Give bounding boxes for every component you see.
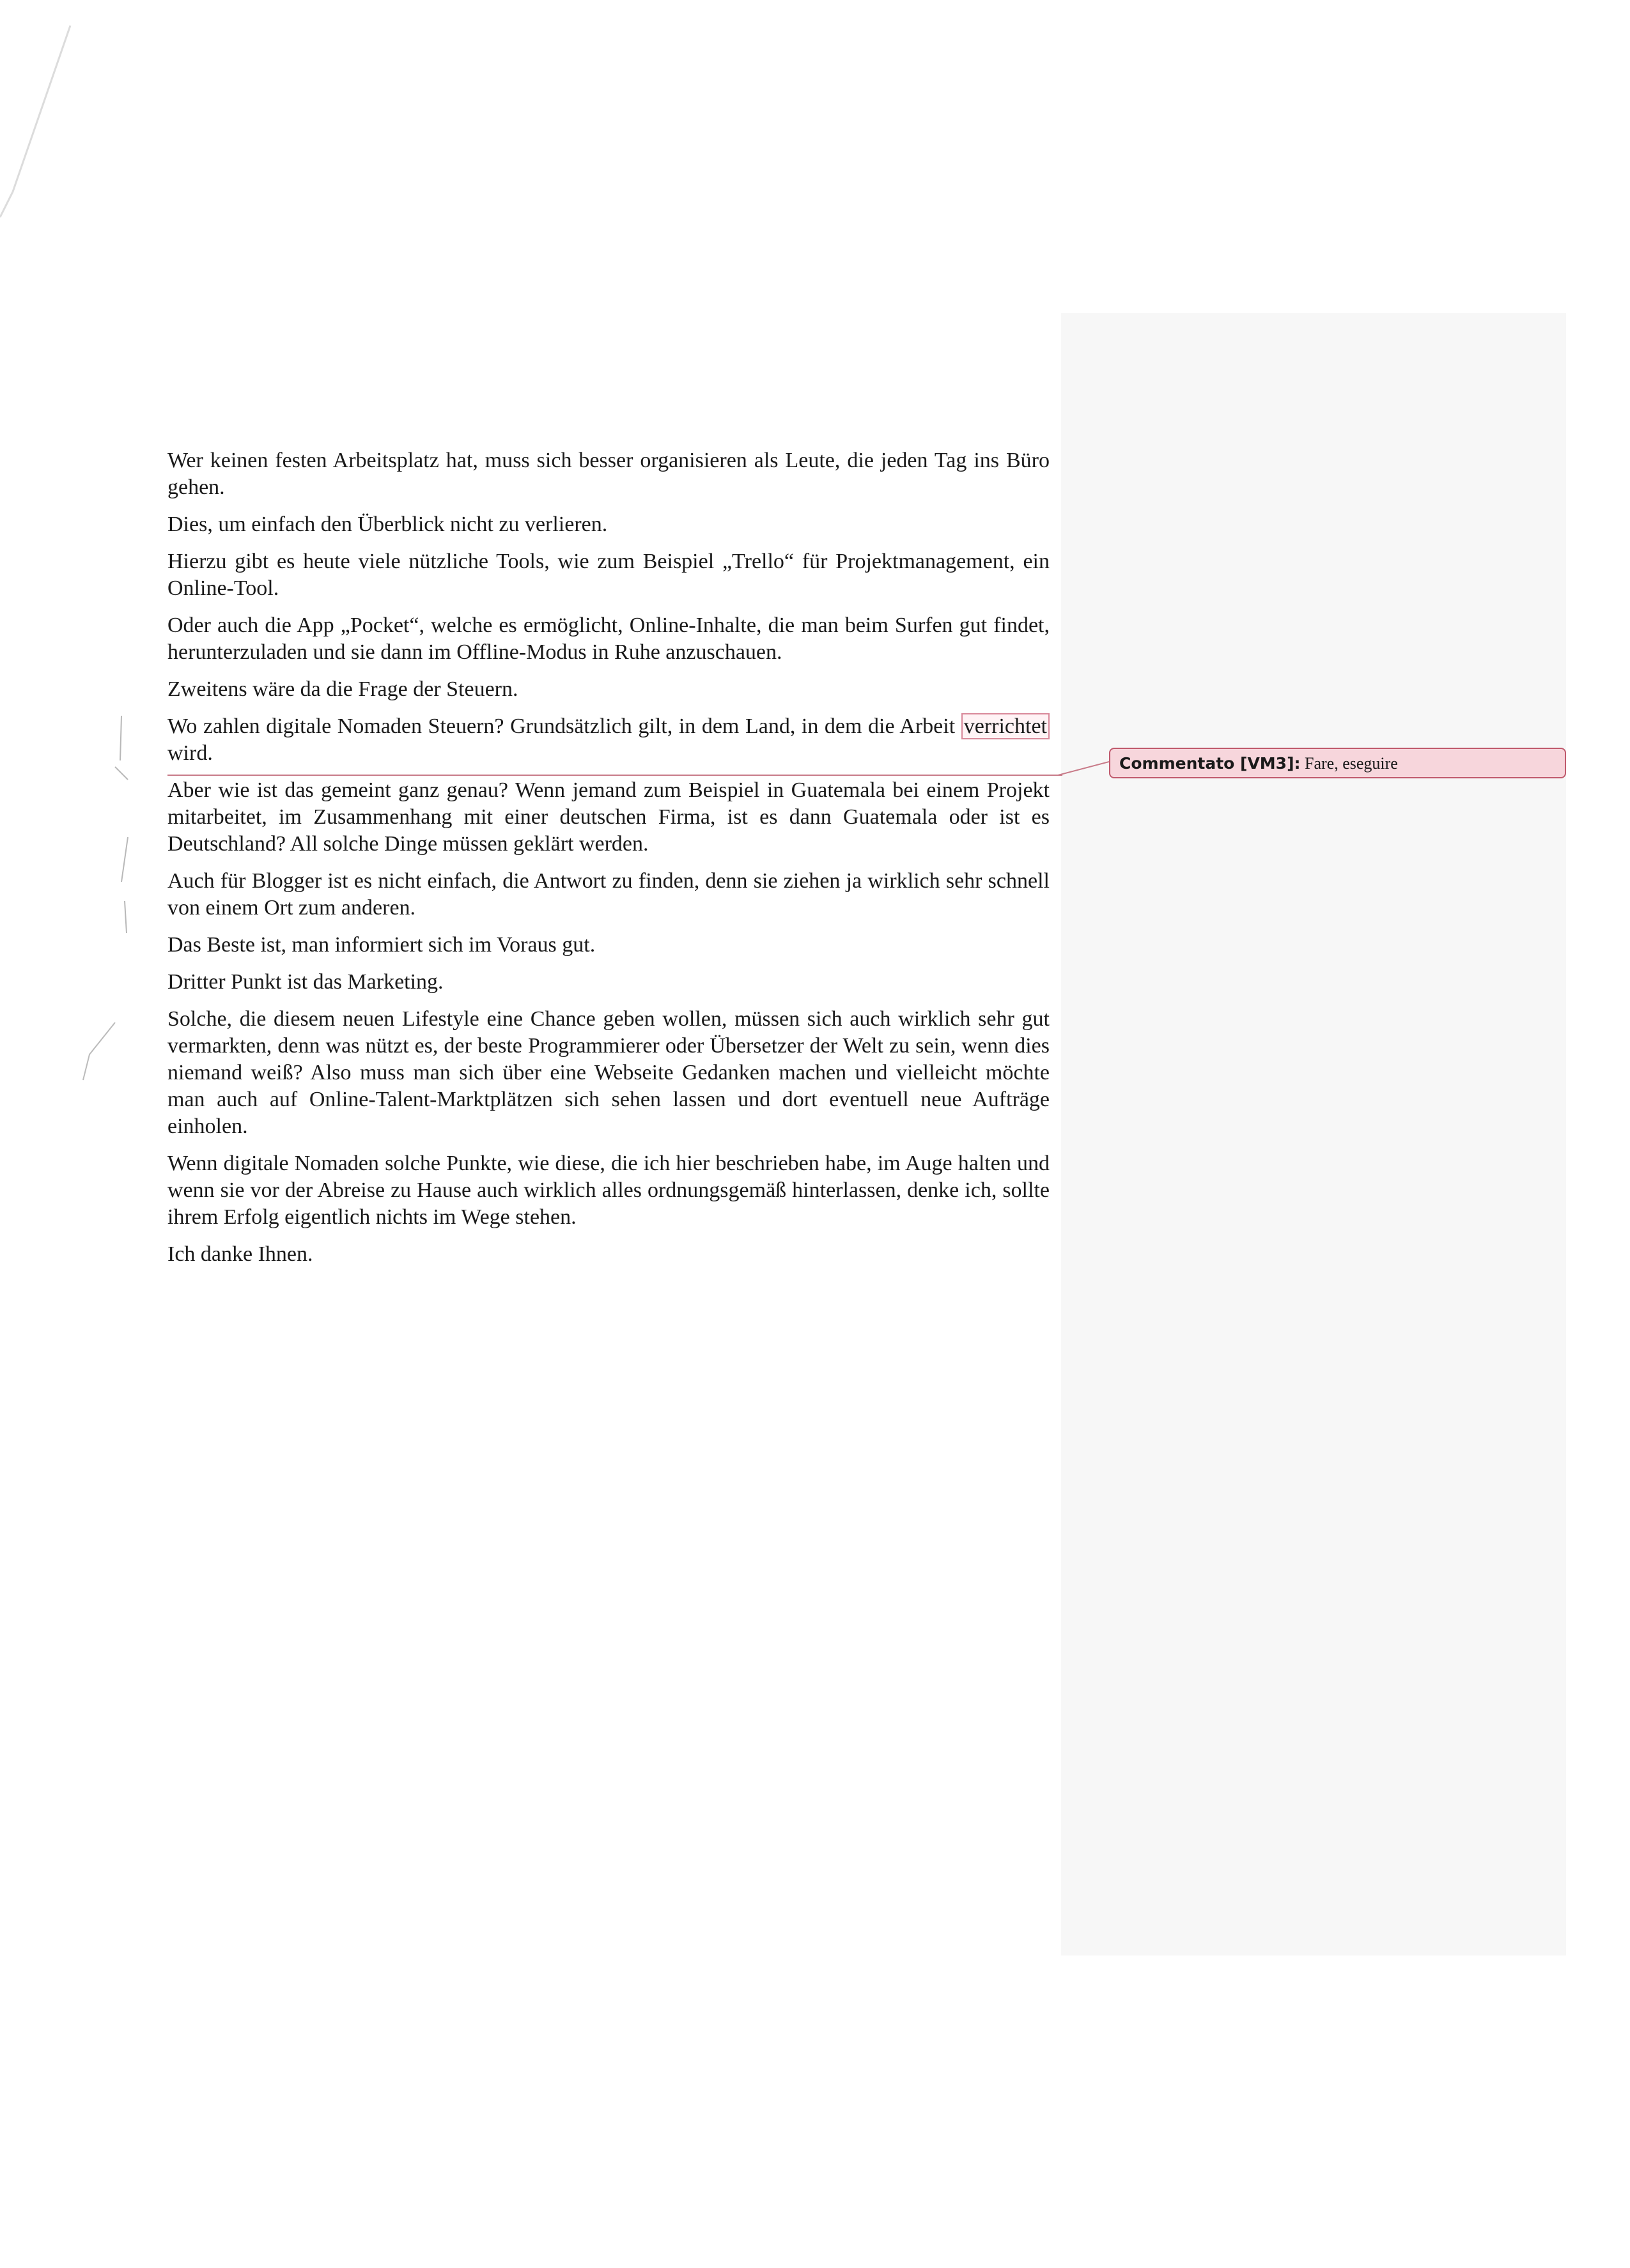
paragraph: Solche, die diesem neuen Lifestyle eine Chance geben wollen, müssen sich auch wirklich sehr gut vermarkten, denn was nützt es, der beste Programmierer oder Übersetzer der Welt zu sein, wenn dies niemand weiß? Also muss man sich über eine Webseite Gedanken machen und vielleicht möchte man auch auf Online-Talent-Marktplätzen sich sehen lassen und dort eventuell neue Aufträge einholen. [167, 1007, 1050, 1138]
paragraph: Das Beste ist, man informiert sich im Voraus gut. [167, 933, 596, 957]
paragraph: Oder auch die App „Pocket“, welche es ermöglicht, Online-Inhalte, die man beim Surfen gut findet, herunterzuladen und sie dann im Offline-Modus in Ruhe anzuschauen. [167, 613, 1050, 664]
comment-connector [1058, 748, 1109, 780]
paragraph: Ich danke Ihnen. [167, 1242, 313, 1266]
comment-text: Fare, eseguire [1305, 754, 1398, 773]
document-body [167, 447, 1050, 1278]
comment-label: Commentato [VM3]: [1119, 754, 1301, 773]
comment-margin-pane [1061, 313, 1566, 1956]
paragraph: Aber wie ist das gemeint ganz genau? Wenn jemand zum Beispiel in Guatemala bei einem Projekt mitarbeitet, im Zusammenhang mit einer deutschen Firma, ist es dann Guatemala oder ist es Deutschland? All solche Dinge müssen geklärt werden. [167, 778, 1050, 856]
comment-highlight-word[interactable]: verrichtet [961, 713, 1050, 739]
scan-edge-mark [0, 0, 77, 243]
paragraph: Hierzu gibt es heute viele nützliche Tools, wie zum Beispiel „Trello“ für Projektmanagement, ein Online-Tool. [167, 550, 1050, 600]
paragraph: Wenn digitale Nomaden solche Punkte, wie diese, die ich hier beschrieben habe, im Auge halten und wenn sie vor der Abreise zu Hause auch wirklich alles ordnungsgemäß hinterlassen, denke ich, sollte ihrem Erfolg eigentlich nichts im Wege stehen. [167, 1152, 1050, 1229]
paragraph: Dritter Punkt ist das Marketing. [167, 970, 444, 994]
pencil-mark [77, 1010, 128, 1086]
pencil-mark [102, 690, 153, 959]
paragraph: Dies, um einfach den Überblick nicht zu verlieren. [167, 513, 608, 536]
paragraph-tax [167, 713, 1050, 767]
tax-text-after: wird. [167, 741, 213, 765]
paragraph: Wer keinen festen Arbeitsplatz hat, muss sich besser organisieren als Leute, die jeden Tag ins Büro gehen. [167, 449, 1050, 499]
paragraph: Zweitens wäre da die Frage der Steuern. [167, 677, 518, 701]
comment-anchor-line [167, 775, 1062, 776]
tax-text-before: Wo zahlen digitale Nomaden Steuern? Grundsätzlich gilt, in dem Land, in dem die Arbeit [167, 714, 961, 738]
comment-balloon[interactable] [1109, 748, 1566, 778]
paragraph: Auch für Blogger ist es nicht einfach, die Antwort zu finden, denn sie ziehen ja wirklich sehr schnell von einem Ort zum anderen. [167, 869, 1050, 920]
